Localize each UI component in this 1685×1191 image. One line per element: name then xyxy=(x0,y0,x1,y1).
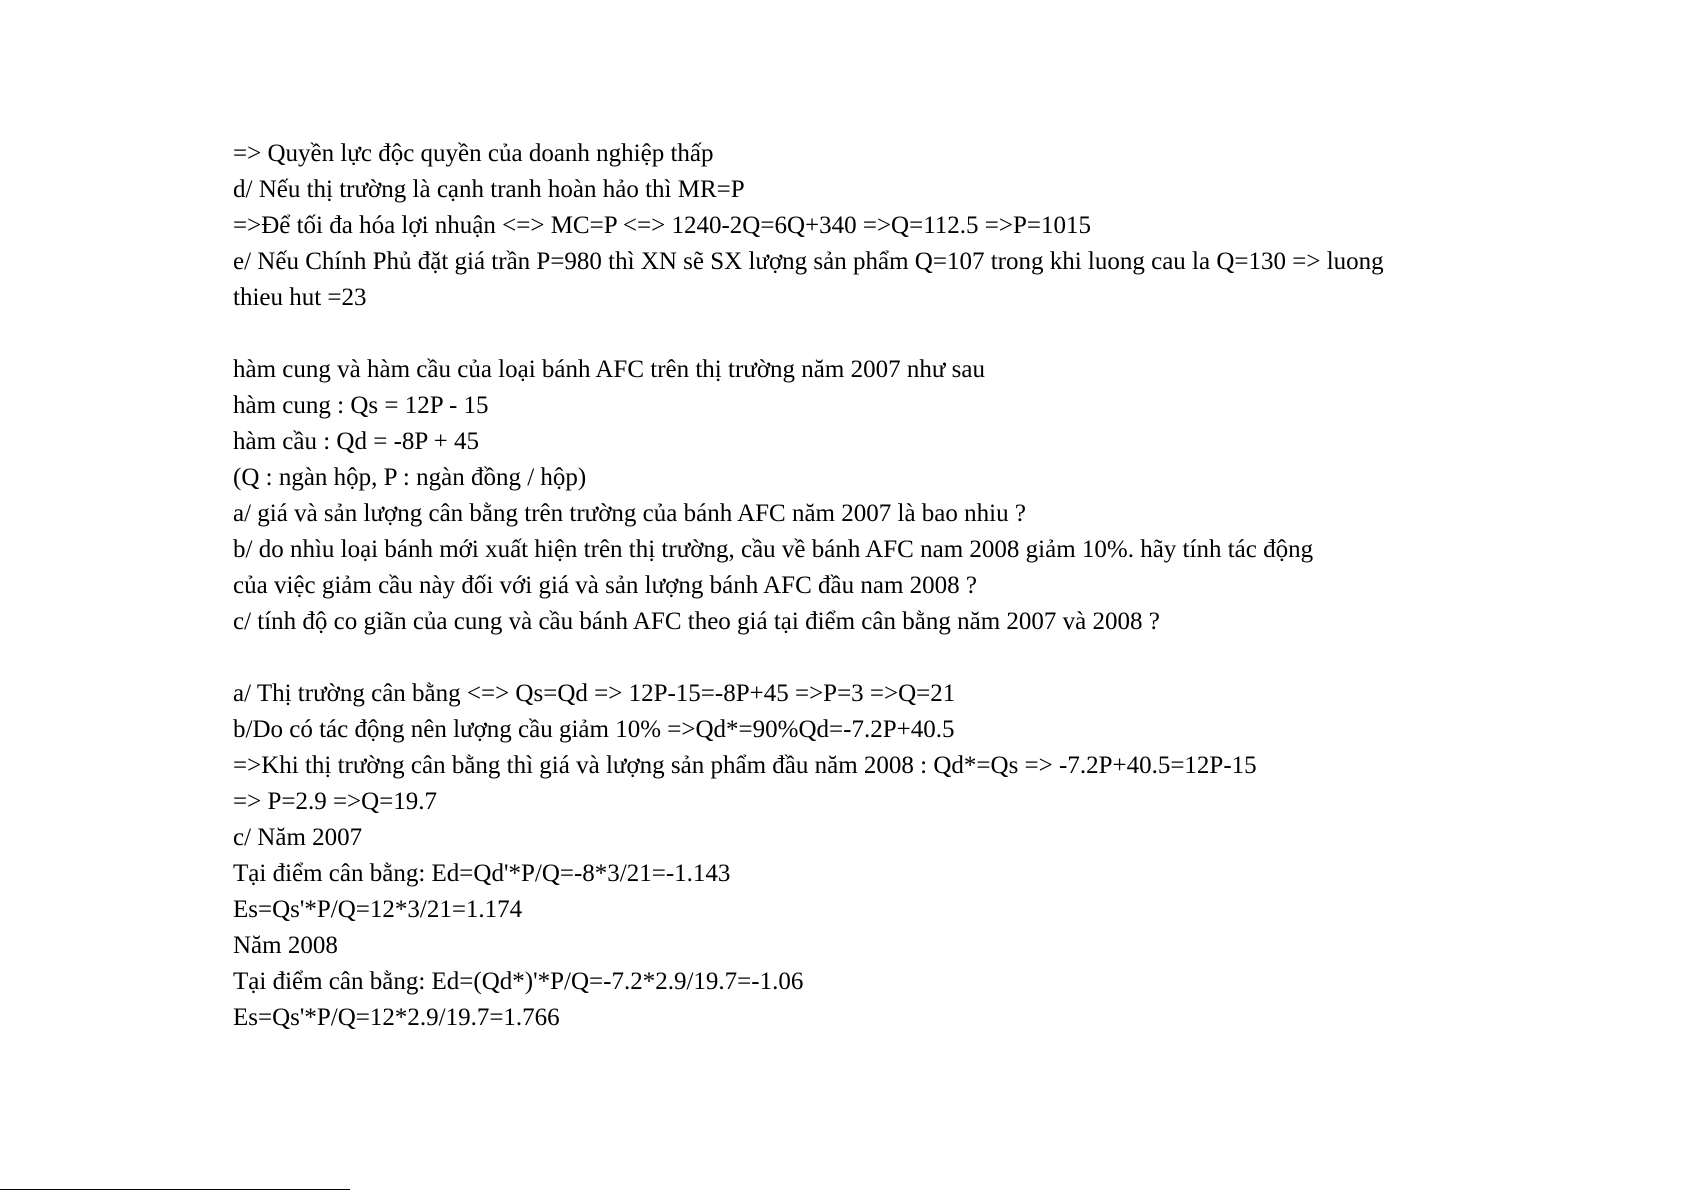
document-page xyxy=(233,136,1533,1036)
text-line: hàm cung : Qs = 12P - 15 xyxy=(233,392,489,419)
paragraph-gap xyxy=(233,316,1533,352)
text-line: c/ tính độ co giãn của cung và cầu bánh AFC theo giá tại điểm cân bằng năm 2007 và 2008 ? xyxy=(233,608,1160,635)
footer-divider xyxy=(0,1189,350,1190)
text-line: (Q : ngàn hộp, P : ngàn đồng / hộp) xyxy=(233,464,587,491)
text-line: Tại điểm cân bằng: Ed=Qd'*P/Q=-8*3/21=-1.143 xyxy=(233,860,731,887)
text-line: Năm 2008 xyxy=(233,932,338,959)
text-line: c/ Năm 2007 xyxy=(233,824,363,851)
paragraph-gap xyxy=(233,640,1533,676)
text-line: => P=2.9 =>Q=19.7 xyxy=(233,788,438,815)
text-line: d/ Nếu thị trường là cạnh tranh hoàn hảo thì MR=P xyxy=(233,176,745,203)
text-line: a/ Thị trường cân bằng <=> Qs=Qd => 12P-15=-8P+45 =>P=3 =>Q=21 xyxy=(233,680,956,707)
text-line: Tại điểm cân bằng: Ed=(Qd*)'*P/Q=-7.2*2.9/19.7=-1.06 xyxy=(233,968,804,995)
text-line: b/Do có tác động nên lượng cầu giảm 10% =>Qd*=90%Qd=-7.2P+40.5 xyxy=(233,716,955,743)
text-line: =>Khi thị trường cân bằng thì giá và lượng sản phẩm đầu năm 2008 : Qd*=Qs => -7.2P+40.5=12P-15 xyxy=(233,752,1257,779)
text-block-afc-solution xyxy=(233,676,1533,1036)
text-line: Es=Qs'*P/Q=12*2.9/19.7=1.766 xyxy=(233,1004,560,1031)
text-line: thieu hut =23 xyxy=(233,284,367,311)
text-line: của việc giảm cầu này đối với giá và sản lượng bánh AFC đầu nam 2008 ? xyxy=(233,572,977,599)
text-line: Es=Qs'*P/Q=12*3/21=1.174 xyxy=(233,896,523,923)
text-block-monopoly-answer xyxy=(233,136,1533,316)
text-block-afc-problem xyxy=(233,352,1533,640)
text-line: hàm cầu : Qd = -8P + 45 xyxy=(233,428,479,455)
text-line: hàm cung và hàm cầu của loại bánh AFC trên thị trường năm 2007 như sau xyxy=(233,356,985,383)
text-line: => Quyền lực độc quyền của doanh nghiệp thấp xyxy=(233,140,714,167)
text-line: e/ Nếu Chính Phủ đặt giá trần P=980 thì XN sẽ SX lượng sản phẩm Q=107 trong khi luong cau la Q=130 => luong xyxy=(233,248,1384,275)
text-line: a/ giá và sản lượng cân bằng trên trường của bánh AFC năm 2007 là bao nhiu ? xyxy=(233,500,1026,527)
text-line: =>Để tối đa hóa lợi nhuận <=> MC=P <=> 1240-2Q=6Q+340 =>Q=112.5 =>P=1015 xyxy=(233,212,1091,239)
text-line: b/ do nhìu loại bánh mới xuất hiện trên thị trường, cầu về bánh AFC nam 2008 giảm 10%. hãy tính tác động xyxy=(233,536,1314,563)
